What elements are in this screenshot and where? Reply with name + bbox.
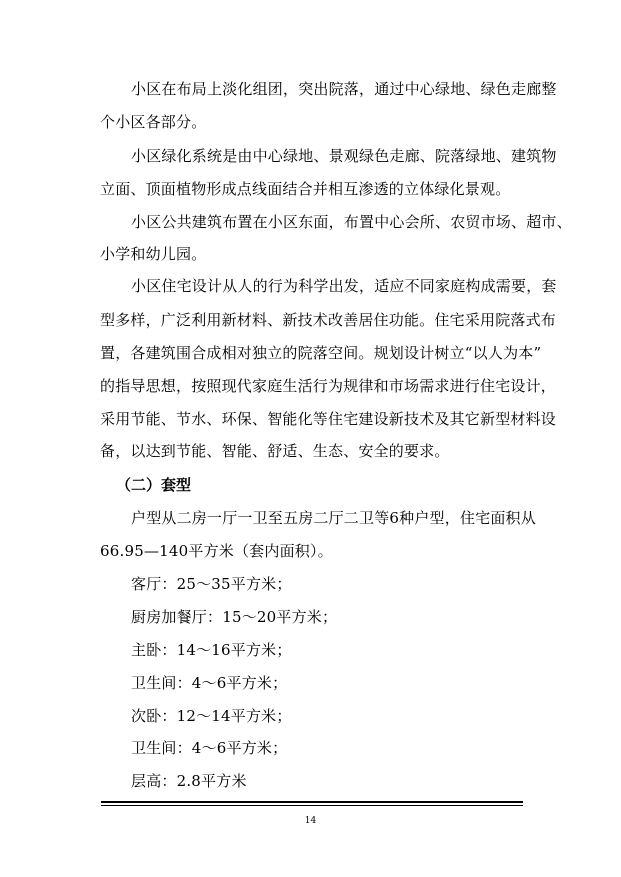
paragraph-line: 户型从二房一厅一卫至五房二厅二卫等6种户型，住宅面积从 [131,509,536,527]
paragraph-line: 小学和幼儿园。 [100,245,207,263]
paragraph-line: 小区绿化系统是由中心绿地、景观绿色走廊、院落绿地、建筑物 [131,147,557,165]
paragraph-line: 采用节能、节水、环保、智能化等住宅建设新技术及其它新型材料设 [100,410,557,428]
list-item: 层高：2.8平方米 [131,772,247,790]
list-item: 客厅：25～35平方米； [131,575,292,593]
paragraph-line: 小区住宅设计从人的行为科学出发，适应不同家庭构成需要，套 [131,277,557,295]
page-number: 14 [304,816,317,826]
paragraph-line: 66.95—140平方米（套内面积）。 [100,542,333,560]
list-item: 卫生间：4～6平方米； [131,739,288,757]
list-item: 次卧：12～14平方米； [131,707,292,725]
paragraph-line: 置，各建筑围合成相对独立的院落空间。规划设计树立“以人为本” [100,344,542,362]
paragraph-line: 小区在布局上淡化组团，突出院落，通过中心绿地、绿色走廊整 [131,80,557,98]
list-item: 卫生间：4～6平方米； [131,674,288,692]
list-item: 主卧：14～16平方米； [131,641,292,659]
paragraph-line: 的指导思想，按照现代家庭生活行为规律和市场需求进行住宅设计， [100,377,557,395]
footer-divider [101,801,523,803]
paragraph-line: 小区公共建筑布置在小区东面，布置中心会所、农贸市场、超市、 [131,213,572,231]
paragraph-line: 备，以达到节能、智能、舒适、生态、安全的要求。 [100,442,450,460]
paragraph-line: 立面、顶面植物形成点线面结合并相互渗透的立体绿化景观。 [100,180,511,198]
paragraph-line: 型多样，广泛利用新材料、新技术改善居住功能。住宅采用院落式布 [100,311,557,329]
footer-divider-thin [101,805,523,806]
section-heading: （二）套型 [116,476,192,494]
paragraph-line: 个小区各部分。 [100,113,207,131]
list-item: 厨房加餐厅：15～20平方米； [131,608,338,626]
